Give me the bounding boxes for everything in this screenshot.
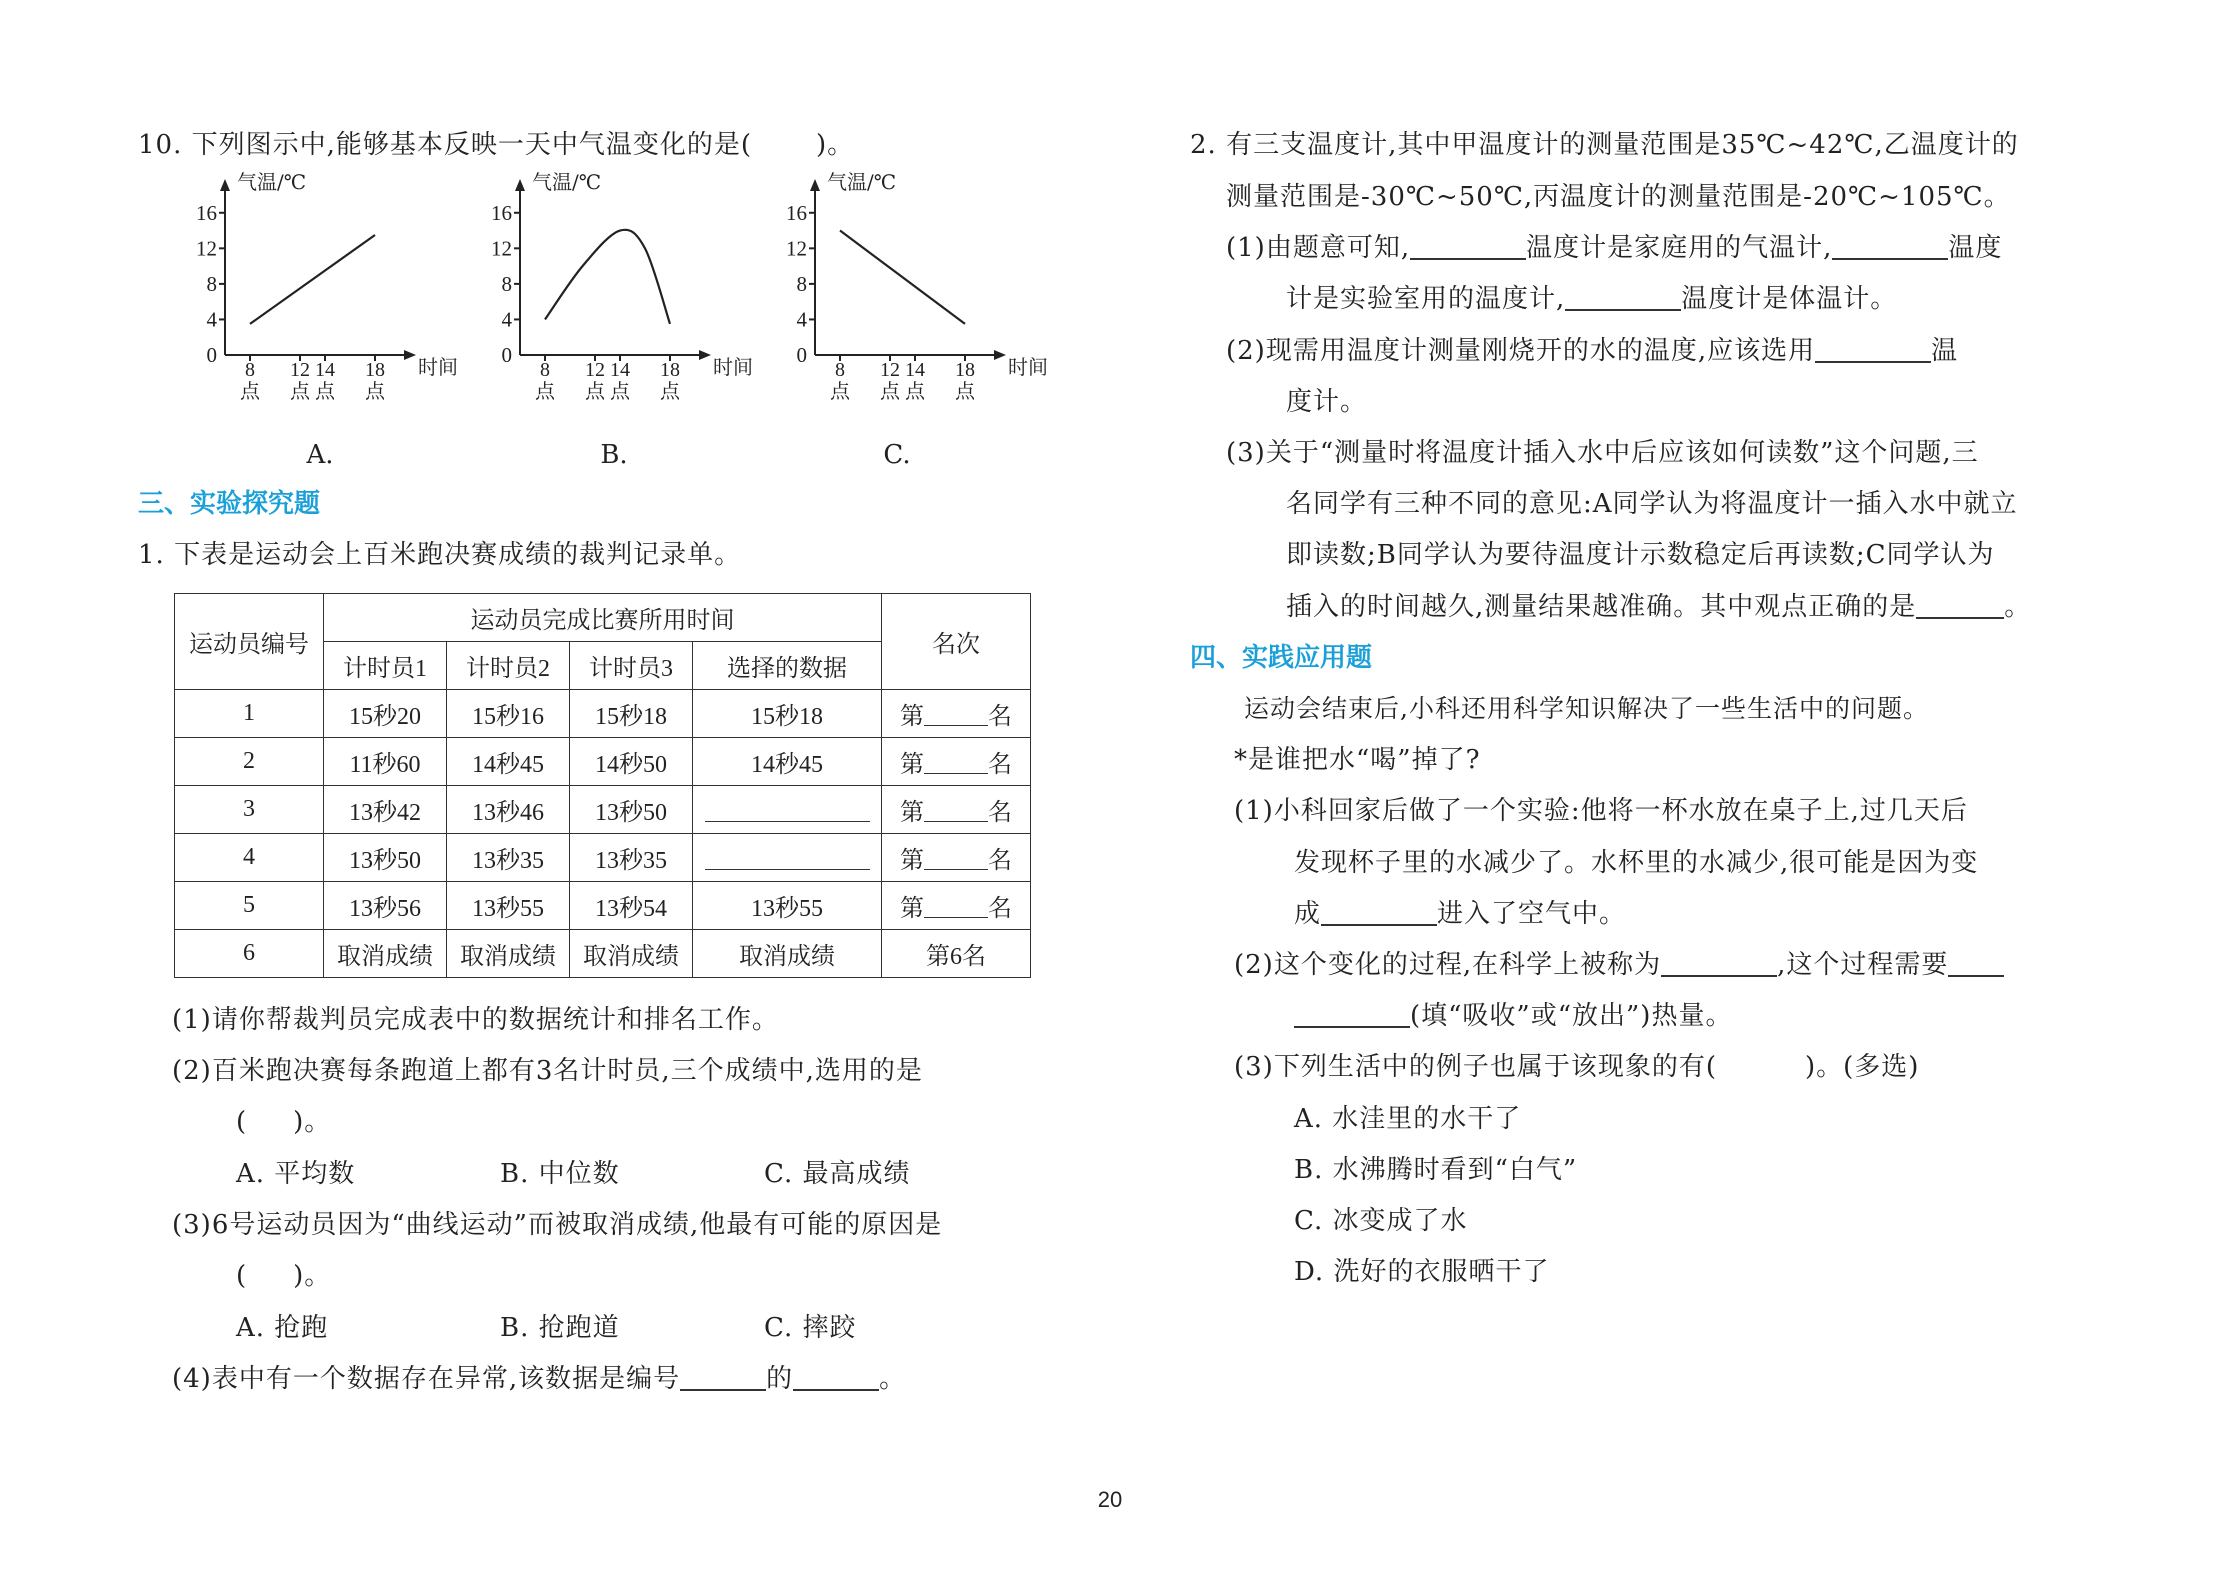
s4-s1-l1: (1)小科回家后做了一个实验:他将一杯水放在桌子上,过几天后 bbox=[1234, 796, 1968, 826]
y-tick-label: 12 bbox=[786, 236, 807, 261]
chart-b-svg bbox=[490, 170, 753, 425]
cell-id: 6 bbox=[175, 930, 324, 978]
text: 温度计是体温计。 bbox=[1681, 284, 1898, 314]
y-tick-label: 16 bbox=[196, 200, 217, 225]
page-number: 20 bbox=[1097, 1487, 1123, 1512]
s3-sub3-opt-b: B. 抢跑道 bbox=[500, 1313, 620, 1343]
rank-pre: 第 bbox=[900, 704, 924, 730]
text: (1)由题意可知, bbox=[1226, 233, 1411, 263]
cell-id: 5 bbox=[175, 882, 324, 930]
cell-t1: 11秒60 bbox=[324, 738, 447, 786]
cell-t3: 13秒50 bbox=[570, 786, 693, 834]
cell-id: 3 bbox=[175, 786, 324, 834]
s4-s2-l2 bbox=[1294, 999, 1732, 1033]
y-tick-label: 0 bbox=[501, 343, 512, 367]
cell-id: 2 bbox=[175, 738, 324, 786]
y-tick-label: 16 bbox=[491, 200, 512, 225]
x-tick-label-unit: 点 bbox=[955, 379, 975, 403]
paren-close: )。 bbox=[293, 1107, 332, 1137]
th-timer-2: 计时员2 bbox=[447, 642, 570, 690]
x-tick-label-unit: 点 bbox=[905, 379, 925, 403]
cell-t1: 15秒20 bbox=[324, 690, 447, 738]
text: 温度 bbox=[1948, 233, 2003, 263]
table-row bbox=[175, 690, 1031, 738]
cell-t2: 13秒55 bbox=[447, 882, 570, 930]
rank-pre: 第 bbox=[900, 752, 924, 778]
cell-rank bbox=[882, 834, 1031, 882]
s3-sub2: (2)百米跑决赛每条跑道上都有3名计时员,三个成绩中,选用的是 bbox=[172, 1056, 923, 1086]
q2-line2: 测量范围是-30℃~50℃,丙温度计的测量范围是-20℃~105℃。 bbox=[1226, 182, 2011, 212]
q10-stem-end: )。 bbox=[816, 130, 855, 160]
x-tick-label-unit: 点 bbox=[830, 379, 850, 403]
chart-a bbox=[195, 170, 458, 425]
chart-b bbox=[490, 170, 753, 425]
x-tick-label: 14 bbox=[610, 359, 630, 381]
s3-sub2-opt-a: A. 平均数 bbox=[236, 1159, 356, 1189]
x-tick-label-unit: 点 bbox=[315, 379, 335, 403]
cell-selected: 13秒55 bbox=[693, 882, 882, 930]
q2-p1-cont bbox=[1286, 282, 1897, 316]
rank-blank[interactable] bbox=[924, 897, 988, 918]
x-tick-label: 12 bbox=[585, 359, 605, 381]
x-tick-label: 8 bbox=[540, 359, 550, 381]
x-tick-label: 12 bbox=[290, 359, 310, 381]
cell-rank bbox=[882, 690, 1031, 738]
cell-t1: 取消成绩 bbox=[324, 930, 447, 978]
section3-title: 三、实验探究题 bbox=[138, 489, 321, 519]
x-tick-label: 18 bbox=[660, 359, 680, 381]
x-axis-label: 时间 bbox=[713, 355, 753, 379]
x-tick-label: 8 bbox=[835, 359, 845, 381]
x-tick-label: 8 bbox=[245, 359, 255, 381]
table-row bbox=[175, 882, 1031, 930]
x-tick-label-unit: 点 bbox=[240, 379, 260, 403]
text: 插入的时间越久,测量结果越准确。其中观点正确的是 bbox=[1286, 592, 1917, 622]
rank-blank[interactable] bbox=[924, 801, 988, 822]
x-axis-arrow bbox=[404, 350, 416, 360]
x-axis-label: 时间 bbox=[418, 355, 458, 379]
section4-title: 四、实践应用题 bbox=[1190, 643, 1373, 673]
s3-sub4 bbox=[172, 1362, 906, 1396]
answer-blank[interactable] bbox=[1916, 591, 2004, 619]
x-tick-label: 14 bbox=[905, 359, 925, 381]
text: 成 bbox=[1294, 899, 1322, 929]
s3-sub3: (3)6号运动员因为“曲线运动”而被取消成绩,他最有可能的原因是 bbox=[172, 1210, 943, 1240]
cell-t3: 13秒35 bbox=[570, 834, 693, 882]
table-row bbox=[175, 930, 1031, 978]
x-tick-label: 18 bbox=[365, 359, 385, 381]
cell-t2: 取消成绩 bbox=[447, 930, 570, 978]
chart-a-letter: A. bbox=[306, 440, 334, 470]
chart-b-letter: B. bbox=[600, 440, 628, 470]
text: )。(多选) bbox=[1804, 1052, 1920, 1082]
y-tick-label: 12 bbox=[491, 236, 512, 261]
rank-pre: 第 bbox=[900, 848, 924, 874]
text: (2)现需用温度计测量刚烧开的水的温度,应该选用 bbox=[1226, 336, 1816, 366]
chart-c-svg bbox=[785, 170, 1048, 425]
table-row bbox=[175, 738, 1031, 786]
cell-t2: 15秒16 bbox=[447, 690, 570, 738]
x-axis-arrow bbox=[699, 350, 711, 360]
y-axis-label: 气温/℃ bbox=[532, 170, 602, 194]
th-timer-1: 计时员1 bbox=[324, 642, 447, 690]
s4-s2-l1 bbox=[1234, 948, 2004, 982]
y-axis-arrow bbox=[515, 179, 525, 191]
y-tick-label: 16 bbox=[786, 200, 807, 225]
cell-t3: 14秒50 bbox=[570, 738, 693, 786]
answer-blank[interactable] bbox=[680, 1363, 766, 1391]
score-table bbox=[174, 593, 1031, 978]
text: 进入了空气中。 bbox=[1437, 899, 1627, 929]
rank-blank[interactable] bbox=[924, 849, 988, 870]
s4-intro: 运动会结束后,小科还用科学知识解决了一些生活中的问题。 bbox=[1244, 694, 1929, 723]
y-tick-label: 4 bbox=[501, 307, 512, 332]
paren-open: ( bbox=[236, 1107, 248, 1137]
cell-rank bbox=[882, 738, 1031, 786]
q2-p3-l3: 即读数;B同学认为要待温度计示数稳定后再读数;C同学认为 bbox=[1286, 540, 1995, 570]
text: 温度计是家庭用的气温计, bbox=[1526, 233, 1833, 263]
th-timer-3: 计时员3 bbox=[570, 642, 693, 690]
rank-pre: 第 bbox=[900, 896, 924, 922]
text: (2)这个变化的过程,在科学上被称为 bbox=[1234, 950, 1662, 980]
answer-blank[interactable] bbox=[1661, 949, 1777, 977]
answer-blank[interactable] bbox=[1321, 898, 1437, 926]
y-axis-label: 气温/℃ bbox=[237, 170, 307, 194]
cell-selected bbox=[693, 834, 882, 882]
rank-post: 名 bbox=[988, 752, 1012, 778]
cell-selected: 15秒18 bbox=[693, 690, 882, 738]
y-tick-label: 0 bbox=[206, 343, 217, 367]
q2-p2-cont: 度计。 bbox=[1286, 387, 1368, 417]
cell-rank bbox=[882, 786, 1031, 834]
rank-post: 名 bbox=[988, 848, 1012, 874]
s3-sub2-opt-c: C. 最高成绩 bbox=[764, 1159, 911, 1189]
x-tick-label: 18 bbox=[955, 359, 975, 381]
x-tick-label-unit: 点 bbox=[535, 379, 555, 403]
cell-t3: 15秒18 bbox=[570, 690, 693, 738]
s3-sub3-opt-a: A. 抢跑 bbox=[236, 1313, 329, 1343]
cell-id: 1 bbox=[175, 690, 324, 738]
cell-t2: 13秒46 bbox=[447, 786, 570, 834]
s4-s1-l3 bbox=[1294, 897, 1626, 931]
x-tick-label-unit: 点 bbox=[585, 379, 605, 403]
cell-t2: 13秒35 bbox=[447, 834, 570, 882]
y-axis-arrow bbox=[810, 179, 820, 191]
cell-t2: 14秒45 bbox=[447, 738, 570, 786]
q2-p3-l2: 名同学有三种不同的意见:A同学认为将温度计一插入水中就立 bbox=[1286, 489, 2018, 519]
s4-s3 bbox=[1234, 1050, 1919, 1084]
selected-blank[interactable] bbox=[705, 849, 870, 870]
rank-post: 名 bbox=[988, 800, 1012, 826]
cell-t1: 13秒56 bbox=[324, 882, 447, 930]
answer-blank[interactable] bbox=[1815, 335, 1931, 363]
text: 。 bbox=[2004, 592, 2032, 622]
text: ,这个过程需要 bbox=[1777, 950, 1949, 980]
s4-opt-c: C. 冰变成了水 bbox=[1294, 1206, 1468, 1236]
x-axis-label: 时间 bbox=[1008, 355, 1048, 379]
rank-blank[interactable] bbox=[924, 705, 988, 726]
answer-blank[interactable] bbox=[1565, 283, 1681, 311]
q2-p3-l4 bbox=[1286, 590, 2031, 624]
chart-c bbox=[785, 170, 1048, 425]
table-row bbox=[175, 834, 1031, 882]
y-tick-label: 4 bbox=[206, 307, 217, 332]
cell-t3: 取消成绩 bbox=[570, 930, 693, 978]
rank-post: 名 bbox=[988, 704, 1012, 730]
y-tick-label: 4 bbox=[796, 307, 807, 332]
y-tick-label: 8 bbox=[501, 271, 512, 296]
q2-p2 bbox=[1226, 334, 1958, 368]
x-tick-label-unit: 点 bbox=[365, 379, 385, 403]
text: 计是实验室用的温度计, bbox=[1286, 284, 1566, 314]
answer-blank[interactable] bbox=[1294, 1000, 1410, 1028]
text: (3)下列生活中的例子也属于该现象的有( bbox=[1234, 1052, 1717, 1082]
answer-blank[interactable] bbox=[1948, 949, 2004, 977]
x-tick-label: 14 bbox=[315, 359, 335, 381]
cell-rank: 第6名 bbox=[882, 930, 1031, 978]
series-line bbox=[250, 235, 375, 324]
sub4-text-b: 的 bbox=[766, 1364, 794, 1394]
answer-blank[interactable] bbox=[1832, 232, 1948, 260]
rank-post: 名 bbox=[988, 896, 1012, 922]
x-axis-arrow bbox=[994, 350, 1006, 360]
q2-p1 bbox=[1226, 231, 2002, 265]
y-tick-label: 12 bbox=[196, 236, 217, 261]
x-tick-label-unit: 点 bbox=[660, 379, 680, 403]
text: (填“吸收”或“放出”)热量。 bbox=[1410, 1001, 1733, 1031]
y-tick-label: 8 bbox=[206, 271, 217, 296]
text: 温 bbox=[1931, 336, 1959, 366]
chart-a-svg bbox=[195, 170, 458, 425]
s4-opt-d: D. 洗好的衣服晒干了 bbox=[1294, 1257, 1550, 1287]
s4-opt-b: B. 水沸腾时看到“白气” bbox=[1294, 1155, 1578, 1185]
y-axis-arrow bbox=[220, 179, 230, 191]
chart-c-letter: C. bbox=[883, 440, 911, 470]
rank-pre: 第 bbox=[900, 800, 924, 826]
y-axis-label: 气温/℃ bbox=[827, 170, 897, 194]
q10-stem-text: 10. 下列图示中,能够基本反映一天中气温变化的是( bbox=[138, 130, 753, 160]
y-tick-label: 8 bbox=[796, 271, 807, 296]
s3-sub2-opt-b: B. 中位数 bbox=[500, 1159, 620, 1189]
sub4-text-c: 。 bbox=[879, 1364, 907, 1394]
rank-blank[interactable] bbox=[924, 753, 988, 774]
s3-q1-stem: 1. 下表是运动会上百米跑决赛成绩的裁判记录单。 bbox=[138, 540, 742, 570]
cell-selected bbox=[693, 786, 882, 834]
th-rank: 名次 bbox=[882, 594, 1031, 690]
x-tick-label-unit: 点 bbox=[880, 379, 900, 403]
paren-close: )。 bbox=[293, 1261, 332, 1291]
x-tick-label-unit: 点 bbox=[290, 379, 310, 403]
paren-open: ( bbox=[236, 1261, 248, 1291]
sub4-text-a: (4)表中有一个数据存在异常,该数据是编号 bbox=[172, 1364, 681, 1394]
q2-p3-l1: (3)关于“测量时将温度计插入水中后应该如何读数”这个问题,三 bbox=[1226, 438, 1979, 468]
th-time-group: 运动员完成比赛所用时间 bbox=[324, 594, 882, 642]
s3-sub1: (1)请你帮裁判员完成表中的数据统计和排名工作。 bbox=[172, 1005, 779, 1035]
s3-sub3-opt-c: C. 摔跤 bbox=[764, 1313, 857, 1343]
cell-t3: 13秒54 bbox=[570, 882, 693, 930]
cell-rank bbox=[882, 882, 1031, 930]
series-line bbox=[545, 230, 670, 324]
x-tick-label: 12 bbox=[880, 359, 900, 381]
s3-sub2-paren bbox=[236, 1105, 331, 1139]
cell-t1: 13秒50 bbox=[324, 834, 447, 882]
s4-opt-a: A. 水洼里的水干了 bbox=[1294, 1104, 1522, 1134]
s3-sub3-paren bbox=[236, 1259, 331, 1293]
cell-selected: 14秒45 bbox=[693, 738, 882, 786]
answer-blank[interactable] bbox=[1410, 232, 1526, 260]
selected-blank[interactable] bbox=[705, 801, 870, 822]
s4-s1-l2: 发现杯子里的水减少了。水杯里的水减少,很可能是因为变 bbox=[1294, 848, 1979, 878]
x-tick-label-unit: 点 bbox=[610, 379, 630, 403]
y-tick-label: 0 bbox=[796, 343, 807, 367]
cell-id: 4 bbox=[175, 834, 324, 882]
cell-t1: 13秒42 bbox=[324, 786, 447, 834]
th-selected: 选择的数据 bbox=[693, 642, 882, 690]
cell-selected: 取消成绩 bbox=[693, 930, 882, 978]
q10-stem bbox=[138, 128, 854, 162]
q2-line1: 2. 有三支温度计,其中甲温度计的测量范围是35℃~42℃,乙温度计的 bbox=[1190, 130, 2019, 160]
th-athlete-id: 运动员编号 bbox=[175, 594, 324, 690]
s4-star: *是谁把水“喝”掉了? bbox=[1234, 745, 1481, 775]
answer-blank[interactable] bbox=[793, 1363, 879, 1391]
table-row bbox=[175, 786, 1031, 834]
series-line bbox=[840, 231, 965, 324]
